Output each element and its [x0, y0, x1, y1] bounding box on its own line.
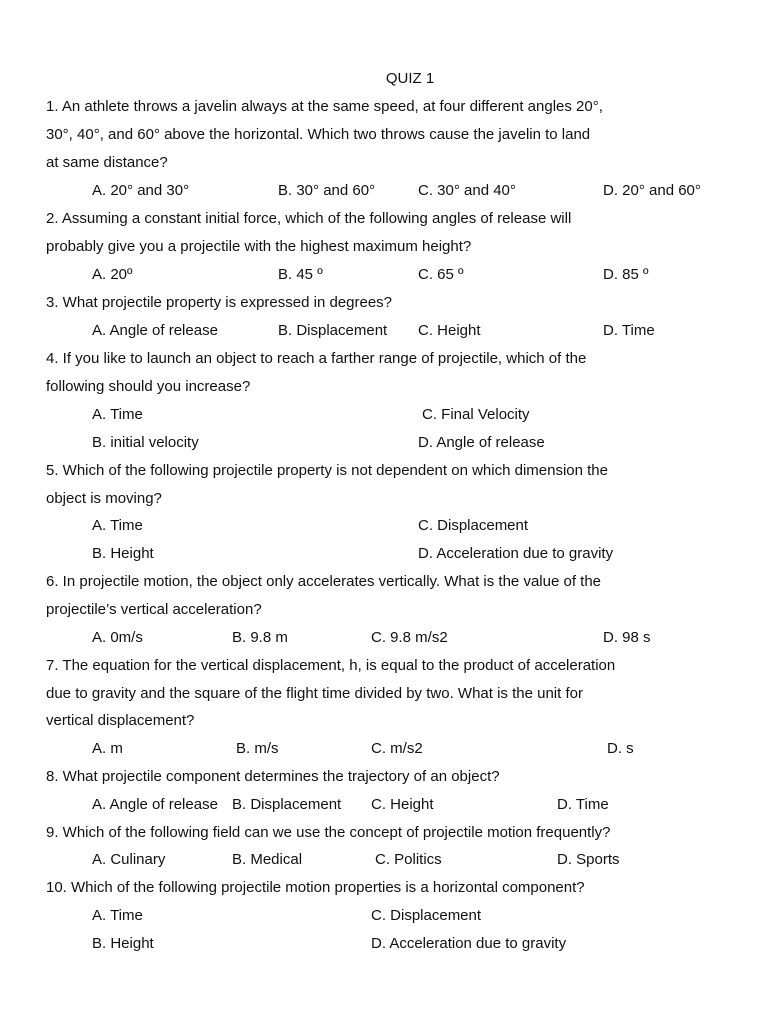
question-5-option-c: C. Displacement	[418, 517, 529, 534]
question-10-option-b: B. Height	[92, 935, 154, 952]
question-8-option-a: A. Angle of release	[92, 796, 218, 813]
question-6-option-d: D. 98 s	[603, 629, 651, 646]
question-7-text: vertical displacement?	[46, 712, 195, 729]
question-10-option-a: A. Time	[92, 907, 143, 924]
question-4-option-c: C. Final Velocity	[422, 406, 530, 423]
question-3-option-c: C. Height	[418, 322, 481, 339]
question-9-option-c: C. Politics	[375, 851, 442, 868]
question-5-option-d: D. Acceleration due to gravity	[418, 545, 614, 562]
question-6-option-a: A. 0m/s	[92, 629, 143, 646]
question-9-text: 9. Which of the following field can we use the concept of projectile motion frequently?	[46, 824, 611, 841]
question-7-text: due to gravity and the square of the flight time divided by two. What is the unit for	[46, 685, 583, 702]
question-4-option-b: B. initial velocity	[92, 434, 199, 451]
question-1-option-c: C. 30° and 40°	[418, 182, 516, 199]
question-5-text: 5. Which of the following projectile property is not dependent on which dimension the	[46, 462, 608, 479]
question-6-text: projectile’s vertical acceleration?	[46, 601, 262, 618]
question-10-text: 10. Which of the following projectile motion properties is a horizontal component?	[46, 879, 585, 896]
question-1-option-b: B. 30° and 60°	[278, 182, 376, 199]
question-1-option-d: D. 20° and 60°	[603, 182, 701, 199]
question-2-option-b: B. 45 º	[278, 266, 323, 283]
question-7-option-d: D. s	[607, 740, 634, 757]
question-2-option-a: A. 20º	[92, 266, 133, 283]
question-3-option-d: D. Time	[603, 322, 655, 339]
question-1-text: 1. An athlete throws a javelin always at the same speed, at four different angles 20°,	[46, 98, 603, 115]
question-5-text: object is moving?	[46, 490, 162, 507]
question-2-text: 2. Assuming a constant initial force, which of the following angles of release will	[46, 210, 572, 227]
question-7-option-a: A. m	[92, 740, 123, 757]
question-6-option-c: C. 9.8 m/s2	[371, 629, 448, 646]
question-2-option-c: C. 65 º	[418, 266, 464, 283]
question-10-option-c: C. Displacement	[371, 907, 482, 924]
question-8-option-d: D. Time	[557, 796, 609, 813]
question-3-option-b: B. Displacement	[278, 322, 388, 339]
question-4-text: 4. If you like to launch an object to reach a farther range of projectile, which of the	[46, 350, 587, 367]
question-3-option-a: A. Angle of release	[92, 322, 218, 339]
question-3-text: 3. What projectile property is expressed in degrees?	[46, 294, 393, 311]
question-6-option-b: B. 9.8 m	[232, 629, 288, 646]
question-5-option-a: A. Time	[92, 517, 143, 534]
question-4-text: following should you increase?	[46, 378, 251, 395]
question-5-option-b: B. Height	[92, 545, 154, 562]
question-8-option-c: C. Height	[371, 796, 434, 813]
question-7-text: 7. The equation for the vertical displacement, h, is equal to the product of acceleration	[46, 657, 616, 674]
question-4-option-a: A. Time	[92, 406, 143, 423]
question-8-text: 8. What projectile component determines the trajectory of an object?	[46, 768, 500, 785]
question-1-text: at same distance?	[46, 154, 168, 171]
question-9-option-b: B. Medical	[232, 851, 303, 868]
question-7-option-c: C. m/s2	[371, 740, 423, 757]
page-title: QUIZ 1	[385, 70, 435, 87]
question-2-option-d: D. 85 º	[603, 266, 649, 283]
question-9-option-d: D. Sports	[557, 851, 620, 868]
question-10-option-d: D. Acceleration due to gravity	[371, 935, 567, 952]
question-1-text: 30°, 40°, and 60° above the horizontal. Which two throws cause the javelin to land	[46, 126, 591, 143]
question-7-option-b: B. m/s	[236, 740, 279, 757]
question-2-text: probably give you a projectile with the highest maximum height?	[46, 238, 472, 255]
question-1-option-a: A. 20° and 30°	[92, 182, 190, 199]
question-6-text: 6. In projectile motion, the object only accelerates vertically. What is the value of the	[46, 573, 601, 590]
question-9-option-a: A. Culinary	[92, 851, 166, 868]
question-8-option-b: B. Displacement	[232, 796, 342, 813]
question-4-option-d: D. Angle of release	[418, 434, 545, 451]
